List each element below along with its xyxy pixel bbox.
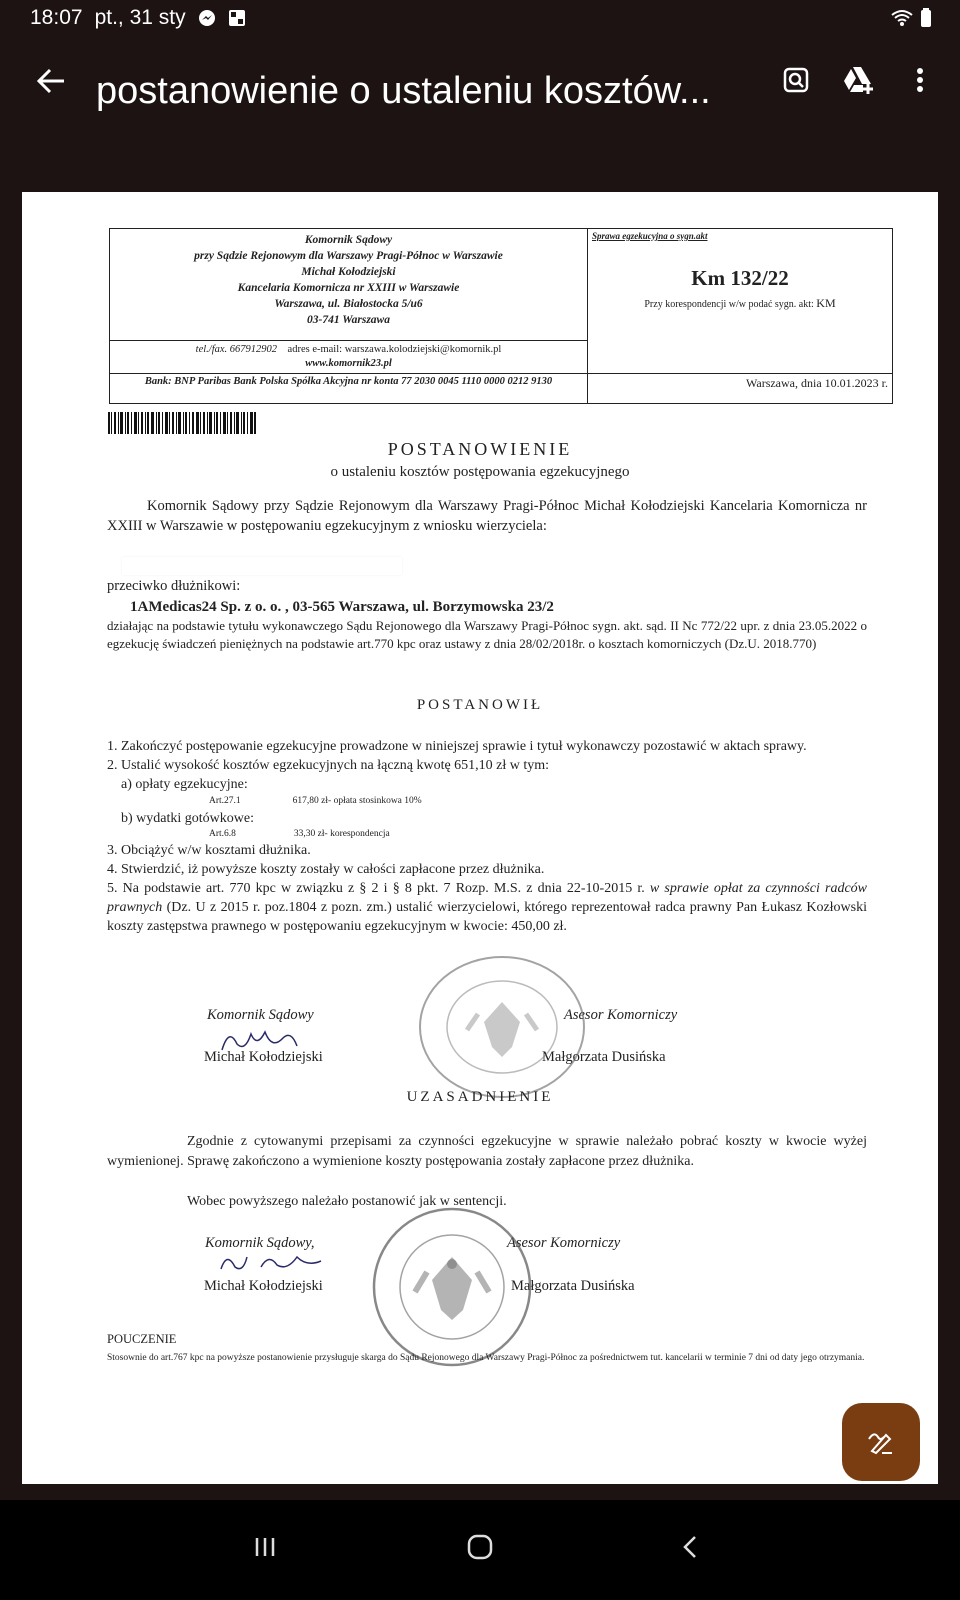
gallery-icon bbox=[228, 9, 246, 27]
home-button[interactable] bbox=[455, 1522, 505, 1572]
instruction-text: Stosownie do art.767 kpc na powyższe postanowienie przysługuje skarga do Sądu Rejonowego dla Warszawy Pragi-Północ za pośrednictwem tut. kancelarii w terminie 7 dni od daty jego otrzymania. bbox=[107, 1353, 865, 1363]
correspondence-note: Przy korespondencji w/w podać sygn. akt: KM bbox=[644, 296, 836, 310]
case-number: Km 132/22 bbox=[691, 266, 789, 290]
document-page bbox=[22, 192, 938, 1484]
handwritten-signature bbox=[217, 1247, 327, 1277]
website: www.komornik23.pl bbox=[305, 358, 392, 369]
office-line: Kancelaria Komornicza nr XXIII w Warszawie bbox=[237, 282, 460, 294]
office-line: Komornik Sądowy bbox=[304, 234, 393, 246]
debtor-name: 1AMedicas24 Sp. z o. o. , 03-565 Warszawa, ul. Borzymowska 23/2 bbox=[130, 599, 554, 615]
case-info bbox=[588, 229, 893, 374]
list-item: b) wydatki gotówkowe: bbox=[121, 811, 254, 826]
justification-conclusion: Wobec powyższego należało postanowić jak w sentencji. bbox=[187, 1194, 507, 1209]
header-table bbox=[109, 228, 893, 404]
office-line: Michał Kołodziejski bbox=[301, 266, 396, 278]
wifi-icon bbox=[890, 8, 914, 28]
office-line: Warszawa, ul. Białostocka 5/u6 bbox=[274, 298, 423, 310]
edit-fab-button[interactable] bbox=[842, 1403, 920, 1481]
against-label: przeciwko dłużnikowi: bbox=[107, 578, 241, 594]
app-bar bbox=[0, 40, 960, 140]
document-heading: POSTANOWIENIE bbox=[387, 439, 573, 459]
list-item: a) opłaty egzekucyjne: bbox=[121, 777, 248, 792]
list-item: 1. Zakończyć postępowanie egzekucyjne prowadzone w niniejszej sprawie i tytuł wykonawczy pozostawić w aktach sprawy. bbox=[107, 739, 807, 754]
back-button[interactable] bbox=[665, 1522, 715, 1572]
signature-assessor-1: Asesor Komorniczy bbox=[564, 1007, 678, 1023]
recents-icon bbox=[253, 1535, 277, 1559]
signature-bailiff-1: Komornik Sądowy bbox=[207, 1007, 314, 1023]
back-chevron-icon bbox=[680, 1534, 700, 1560]
contact-info: tel./fax. 667912902 adres e-mail: warszawa.kolodziejski@komornik.pl www.komornik23.pl bbox=[110, 341, 588, 374]
signature-bailiff-2: Komornik Sądowy, bbox=[205, 1235, 315, 1251]
status-bar bbox=[0, 0, 960, 40]
office-line: 03-741 Warszawa bbox=[307, 314, 390, 326]
list-item: 2. Ustalić wysokość kosztów egzekucyjnych na łączną kwotę 651,10 zł w tym: bbox=[107, 758, 550, 773]
justification-paragraph: Zgodnie z cytowanymi przepisami za czynności egzekucyjne w sprawie należało pobrać koszty w kwocie wyżej wymienionej. Sprawę zakończono a wymienione koszty postępowania zostały zapłacone przez dłużnika. bbox=[107, 1134, 867, 1169]
signature-assessor-2: Asesor Komorniczy bbox=[507, 1235, 621, 1251]
document-subheading: o ustaleniu kosztów postępowania egzekucyjnego bbox=[330, 464, 630, 480]
drive-add-icon[interactable] bbox=[840, 62, 876, 98]
assessor-name-1: Małgorzata Dusińska bbox=[542, 1049, 666, 1065]
instruction-heading: POUCZENIE bbox=[107, 1332, 177, 1346]
list-item: 5. Na podstawie art. 770 kpc w związku z § 2 i § 8 pkt. 7 Rozp. M.S. z dnia 22-10-2015 r. w sprawie opłat za czynności radców prawnych (Dz. U z 2015 r. poz.1804 z pozn. zm.) ustalić wierzycielowi, którego reprezentował radca prawny Pan Łukasz Kozłowski koszty zastępstwa prawnego w postępowaniu egzekucyjnym w kwocie: 450,00 zł. bbox=[107, 881, 867, 934]
justification-heading: UZASADNIENIE bbox=[406, 1089, 554, 1105]
document-date: Warszawa, dnia 10.01.2023 r. bbox=[588, 374, 893, 404]
bailiff-name-2: Michał Kołodziejski bbox=[204, 1278, 323, 1294]
case-label: Sprawa egzekucyjna o sygn.akt bbox=[592, 231, 708, 241]
status-time: 18:07 bbox=[30, 6, 83, 29]
navigation-bar bbox=[0, 1500, 960, 1600]
bank-account: Bank: BNP Paribas Bank Polska Spółka Akcyjna nr konta 77 2030 0045 1110 0000 0212 9130 bbox=[110, 374, 588, 404]
bailiff-name-1: Michał Kołodziejski bbox=[204, 1049, 323, 1065]
edit-draw-icon bbox=[866, 1427, 896, 1457]
intro-paragraph: Komornik Sądowy przy Sądzie Rejonowym dla Warszawy Pragi-Północ Michał Kołodziejski Kancelaria Komornicza nr XXIII w Warszawie w postępowaniu egzekucyjnym z wniosku wierzyciela: bbox=[107, 498, 867, 534]
assessor-name-2: Małgorzata Dusińska bbox=[511, 1278, 635, 1294]
barcode bbox=[108, 412, 256, 434]
status-date: pt., 31 sty bbox=[94, 6, 186, 29]
home-icon bbox=[466, 1533, 494, 1561]
recents-button[interactable] bbox=[240, 1522, 290, 1572]
messenger-icon bbox=[198, 9, 216, 27]
document-title: postanowienie o ustaleniu kosztów... bbox=[96, 70, 711, 112]
more-vert-icon[interactable] bbox=[902, 62, 938, 98]
lens-search-icon[interactable] bbox=[778, 62, 814, 98]
list-item: 4. Stwierdzić, iż powyższe koszty zostały w całości zapłacone przez dłużnika. bbox=[107, 862, 545, 877]
fee-row: Art.6.8 33,30 zł- korespondencja bbox=[209, 829, 390, 839]
office-line: przy Sądzie Rejonowym dla Warszawy Pragi-Północ w Warszawie bbox=[194, 250, 503, 262]
fee-row: Art.27.1 617,80 zł- opłata stosinkowa 10% bbox=[209, 796, 422, 806]
office-info bbox=[110, 229, 588, 341]
decision-heading: POSTANOWIŁ bbox=[416, 697, 544, 713]
redacted-creditor bbox=[122, 557, 402, 575]
battery-icon bbox=[920, 8, 932, 28]
back-arrow-icon[interactable] bbox=[34, 64, 68, 98]
decision-list bbox=[107, 737, 867, 936]
email-link: warszawa.kolodziejski@komornik.pl bbox=[344, 344, 502, 355]
official-seal-icon bbox=[412, 952, 592, 1102]
list-item: 3. Obciążyć w/w kosztami dłużnika. bbox=[107, 843, 311, 858]
legal-basis: działając na podstawie tytułu wykonawczego Sądu Rejonowego dla Warszawy Pragi-Północ sygn. akt. sąd. II Nc 772/22 upr. z dnia 23.05.2022 o egzekucję świadczeń pieniężnych na podstawie art.770 kpc oraz ustawy z dnia 28/02/2018r. o kosztach komorniczych (Dz.U. 2018.770) bbox=[107, 618, 867, 651]
